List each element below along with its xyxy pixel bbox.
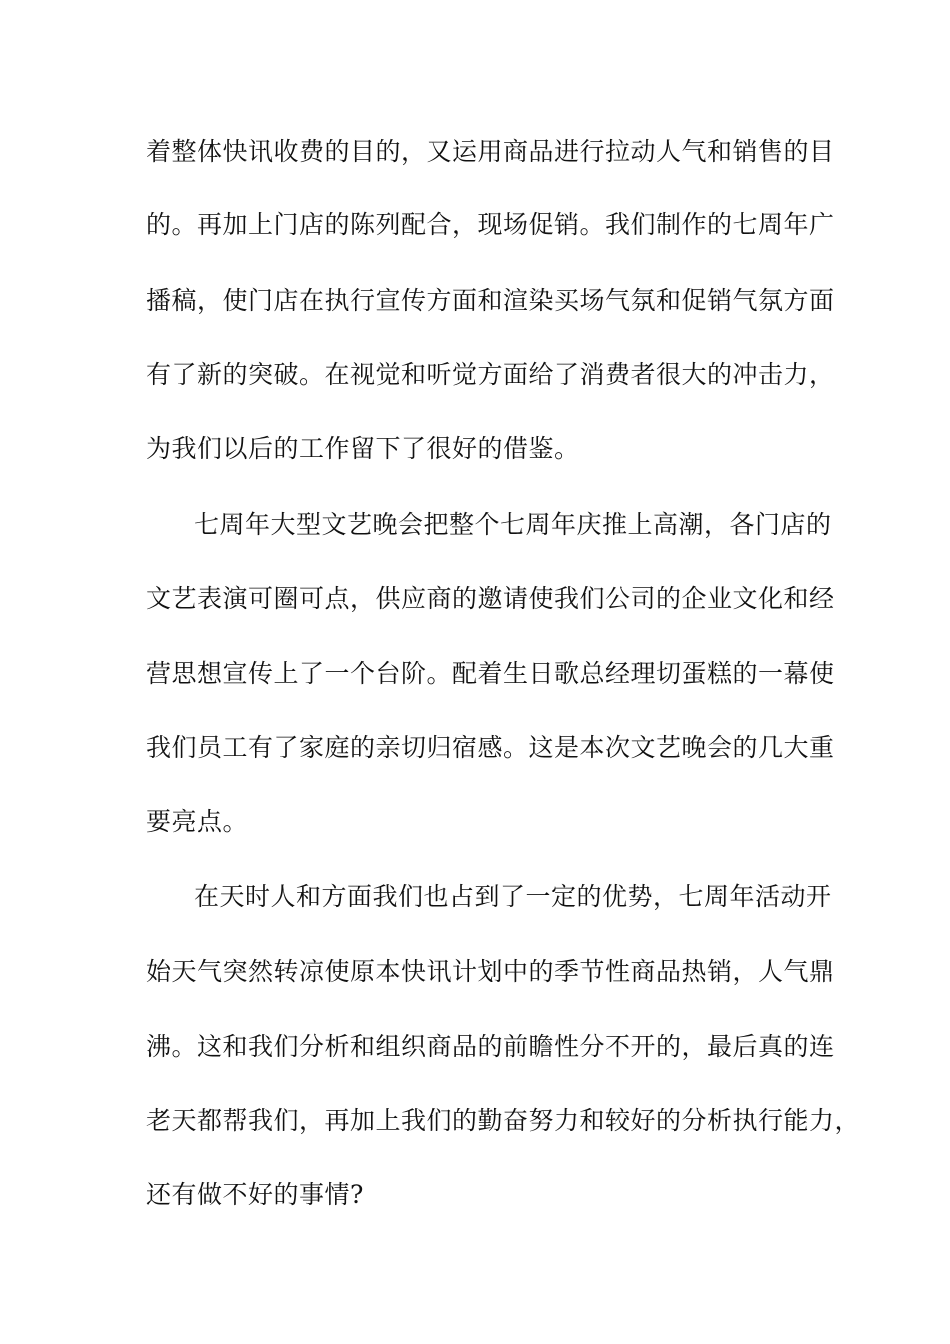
text-line: 七周年大型文艺晚会把整个七周年庆推上高潮，各门店的: [194, 510, 832, 539]
text-line: 有了新的突破。在视觉和听觉方面给了消费者很大的冲击力，: [146, 360, 835, 389]
text-line: 要亮点。: [146, 807, 249, 836]
text-line: 文艺表演可圈可点，供应商的邀请使我们公司的企业文化和经: [146, 584, 835, 613]
text-line: 播稿，使门店在执行宣传方面和渲染买场气氛和促销气氛方面: [146, 286, 835, 315]
text-line: 沸。这和我们分析和组织商品的前瞻性分不开的，最后真的连: [146, 1032, 835, 1061]
text-line: 老天都帮我们，再加上我们的勤奋努力和较好的分析执行能力，: [146, 1106, 861, 1135]
text-line: 着整体快讯收费的目的，又运用商品进行拉动人气和销售的目: [146, 137, 835, 166]
text-line: 还有做不好的事情?: [146, 1180, 364, 1209]
text-line: 始天气突然转凉使原本快讯计划中的季节性商品热销，人气鼎: [146, 957, 835, 986]
text-line: 我们员工有了家庭的亲切归宿感。这是本次文艺晚会的几大重: [146, 733, 835, 762]
text-line: 营思想宣传上了一个台阶。配着生日歌总经理切蛋糕的一幕使: [146, 659, 835, 688]
text-line: 为我们以后的工作留下了很好的借鉴。: [146, 434, 580, 463]
text-line: 在天时人和方面我们也占到了一定的优势，七周年活动开: [194, 882, 832, 911]
text-line: 的。再加上门店的陈列配合，现场促销。我们制作的七周年广: [146, 210, 835, 239]
